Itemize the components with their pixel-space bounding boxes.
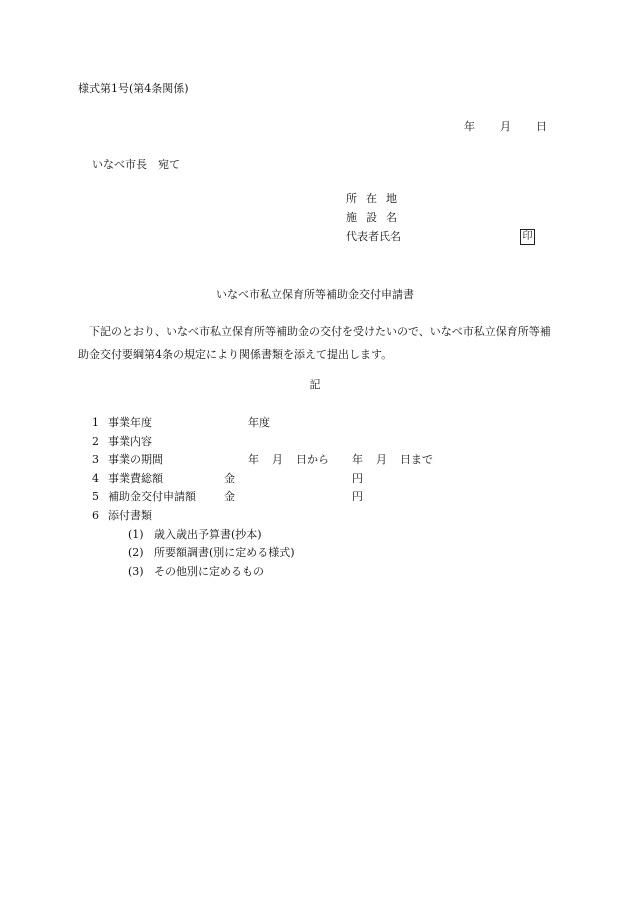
fiscal-year-unit: 年度: [248, 416, 270, 429]
item-number: 6: [92, 509, 99, 522]
date-day-label: 日: [536, 120, 547, 133]
item-label: 添付書類: [108, 509, 152, 522]
item-label: 事業内容: [108, 435, 152, 448]
period-from-day: 日から: [296, 453, 329, 466]
attachment-number: (2): [128, 546, 144, 559]
item-number: 1: [92, 416, 99, 429]
ki-heading: 記: [309, 378, 321, 391]
subsidy-prefix: 金: [224, 490, 235, 503]
date-year-label: 年: [464, 120, 475, 133]
item-number: 5: [92, 490, 99, 503]
addressee: いなべ市長 宛て: [92, 158, 180, 171]
attachment-label: 歳入歳出予算書(抄本): [154, 528, 262, 541]
period-from-year: 年: [248, 453, 259, 466]
item-label: 事業の期間: [108, 453, 163, 466]
total-cost-unit: 円: [352, 472, 363, 485]
total-cost-prefix: 金: [224, 472, 235, 485]
attachment-label: その他別に定めるもの: [154, 565, 264, 578]
attachment-label: 所要額調書(別に定める様式): [154, 546, 295, 559]
item-number: 3: [92, 453, 99, 466]
subsidy-unit: 円: [352, 490, 363, 503]
form-number: 様式第1号(第4条関係): [78, 82, 189, 95]
attachment-number: (1): [128, 528, 144, 541]
item-label: 事業費総額: [108, 472, 163, 485]
applicant-facility-label: 施設名: [346, 211, 406, 224]
period-to-month: 月: [376, 453, 387, 466]
attachment-number: (3): [128, 565, 144, 578]
period-from-month: 月: [272, 453, 283, 466]
period-to-year: 年: [352, 453, 363, 466]
item-label: 補助金交付申請額: [108, 490, 196, 503]
date-month-label: 月: [500, 120, 511, 133]
document-title: いなべ市私立保育所等補助金交付申請書: [216, 288, 414, 301]
item-number: 2: [92, 435, 99, 448]
applicant-representative-label: 代表者氏名: [346, 230, 401, 243]
body-paragraph: 下記のとおり、いなべ市私立保育所等補助金の交付を受けたいので、いなべ市私立保育所等補助金交付要綱第4条の規定により関係書類を添えて提出します。: [78, 325, 551, 361]
applicant-address-label: 所在地: [346, 192, 406, 205]
period-to-day: 日まで: [400, 453, 433, 466]
item-number: 4: [92, 472, 99, 485]
seal-mark: 印: [520, 229, 535, 245]
item-label: 事業年度: [108, 416, 152, 429]
